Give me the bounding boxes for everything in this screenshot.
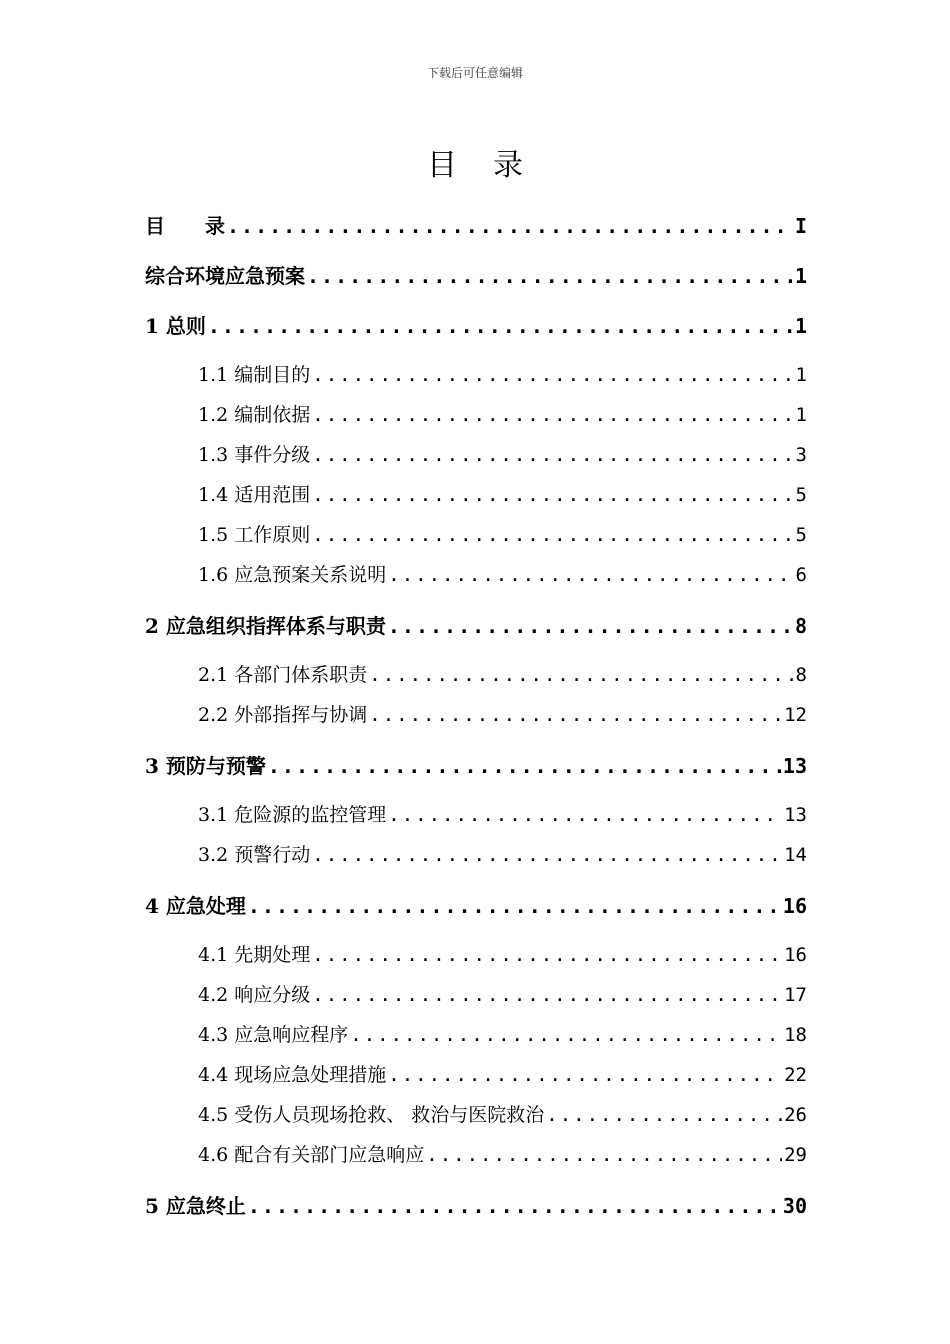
toc-dot-leader	[312, 404, 793, 426]
toc-entry[interactable]	[198, 520, 807, 550]
toc-entry[interactable]	[198, 940, 807, 970]
toc-dot-leader	[312, 984, 782, 1006]
toc-dot-leader	[350, 1024, 782, 1046]
toc-entry-page: 8	[794, 614, 807, 638]
toc-entry-label: 1.4 适用范围	[198, 484, 311, 506]
toc-entry-page: 14	[784, 844, 807, 866]
toc-entry-page: 6	[795, 564, 807, 586]
toc-dot-leader	[388, 1064, 782, 1086]
toc-entry-label: 5 应急终止	[145, 1194, 246, 1218]
toc-entry[interactable]	[198, 1020, 807, 1050]
toc-entry-label: 1.2 编制依据	[198, 404, 311, 426]
toc-entry-page: 30	[782, 1194, 807, 1218]
toc-dot-leader	[388, 804, 782, 826]
toc-entry-label: 目 录	[145, 214, 225, 238]
toc-dot-leader	[248, 1194, 781, 1218]
toc-entry[interactable]	[198, 480, 807, 510]
toc-entry-page: I	[794, 214, 807, 238]
toc-entry-label: 1.1 编制目的	[198, 364, 311, 386]
toc-entry[interactable]	[198, 400, 807, 430]
toc-dot-leader	[312, 484, 793, 506]
toc-entry-label: 4.4 现场应急处理措施	[198, 1064, 387, 1086]
toc-entry-page: 1	[794, 264, 807, 288]
toc-entry-label: 4.6 配合有关部门应急响应	[198, 1144, 425, 1166]
toc-dot-leader	[312, 844, 782, 866]
toc-entry[interactable]	[198, 1100, 807, 1130]
toc-title: 目录	[427, 148, 559, 183]
toc-entry-page: 1	[795, 404, 807, 426]
toc-entry-label: 1.6 应急预案关系说明	[198, 564, 387, 586]
toc-entry[interactable]	[198, 840, 807, 870]
toc-entry-label: 1.5 工作原则	[198, 524, 311, 546]
toc-entry-page: 5	[795, 484, 807, 506]
toc-dot-leader	[227, 214, 793, 238]
toc-entry-page: 26	[784, 1104, 807, 1126]
toc-entry-label: 4 应急处理	[145, 894, 246, 918]
toc-entry-page: 29	[784, 1144, 807, 1166]
toc-entry[interactable]	[198, 1140, 807, 1170]
toc-entry[interactable]	[145, 750, 807, 780]
toc-entry-page: 18	[784, 1024, 807, 1046]
toc-dot-leader	[312, 364, 793, 386]
toc-entry-label: 4.1 先期处理	[198, 944, 311, 966]
toc-dot-leader	[546, 1104, 782, 1126]
toc-dot-leader	[312, 524, 793, 546]
toc-entry[interactable]	[198, 360, 807, 390]
toc-entry-page: 3	[795, 444, 807, 466]
toc-entry[interactable]	[145, 260, 807, 290]
toc-entry-page: 5	[795, 524, 807, 546]
toc-entry-label: 综合环境应急预案	[145, 264, 305, 288]
toc-entry[interactable]	[198, 560, 807, 590]
toc-entry-page: 8	[795, 664, 807, 686]
toc-entry-label: 3.2 预警行动	[198, 844, 311, 866]
toc-entry-page: 13	[784, 804, 807, 826]
toc-entry[interactable]	[198, 440, 807, 470]
toc-entry-page: 16	[784, 944, 807, 966]
toc-entry-label: 2 应急组织指挥体系与职责	[145, 614, 386, 638]
toc-dot-leader	[268, 754, 781, 778]
toc-entry-label: 2.1 各部门体系职责	[198, 664, 368, 686]
toc-dot-leader	[388, 564, 793, 586]
toc-entry[interactable]	[198, 980, 807, 1010]
toc-entry[interactable]	[198, 800, 807, 830]
header-note: 下载后可任意编辑	[426, 66, 523, 80]
toc-entry-label: 2.2 外部指挥与协调	[198, 704, 368, 726]
toc-entry-label: 4.2 响应分级	[198, 984, 311, 1006]
toc-entry[interactable]	[145, 210, 807, 240]
toc-entry-label: 1.3 事件分级	[198, 444, 311, 466]
toc-dot-leader	[426, 1144, 782, 1166]
toc-entry[interactable]	[145, 890, 807, 920]
toc-dot-leader	[312, 444, 793, 466]
toc-entry[interactable]	[145, 610, 807, 640]
toc-entry[interactable]	[145, 1190, 807, 1220]
toc-entry-page: 22	[784, 1064, 807, 1086]
toc-dot-leader	[369, 664, 793, 686]
toc-dot-leader	[388, 614, 793, 638]
toc-entry-page: 16	[782, 894, 807, 918]
toc-entry-label: 1 总则	[145, 314, 206, 338]
toc-entry-label: 4.5 受伤人员现场抢救、 救治与医院救治	[198, 1104, 545, 1126]
toc-entry[interactable]	[198, 660, 807, 690]
toc-dot-leader	[208, 314, 793, 338]
toc-dot-leader	[312, 944, 782, 966]
toc-entry-page: 1	[794, 314, 807, 338]
toc-entry-label: 3 预防与预警	[145, 754, 266, 778]
toc-dot-leader	[369, 704, 782, 726]
toc-entry[interactable]	[198, 700, 807, 730]
toc-entry-page: 13	[782, 754, 807, 778]
toc-entry-page: 17	[784, 984, 807, 1006]
toc-entry[interactable]	[198, 1060, 807, 1090]
toc-entry-label: 3.1 危险源的监控管理	[198, 804, 387, 826]
toc-entry[interactable]	[145, 310, 807, 340]
toc-entry-page: 1	[795, 364, 807, 386]
toc-entry-label: 4.3 应急响应程序	[198, 1024, 349, 1046]
toc-dot-leader	[248, 894, 781, 918]
toc-entry-page: 12	[784, 704, 807, 726]
toc-dot-leader	[307, 264, 793, 288]
